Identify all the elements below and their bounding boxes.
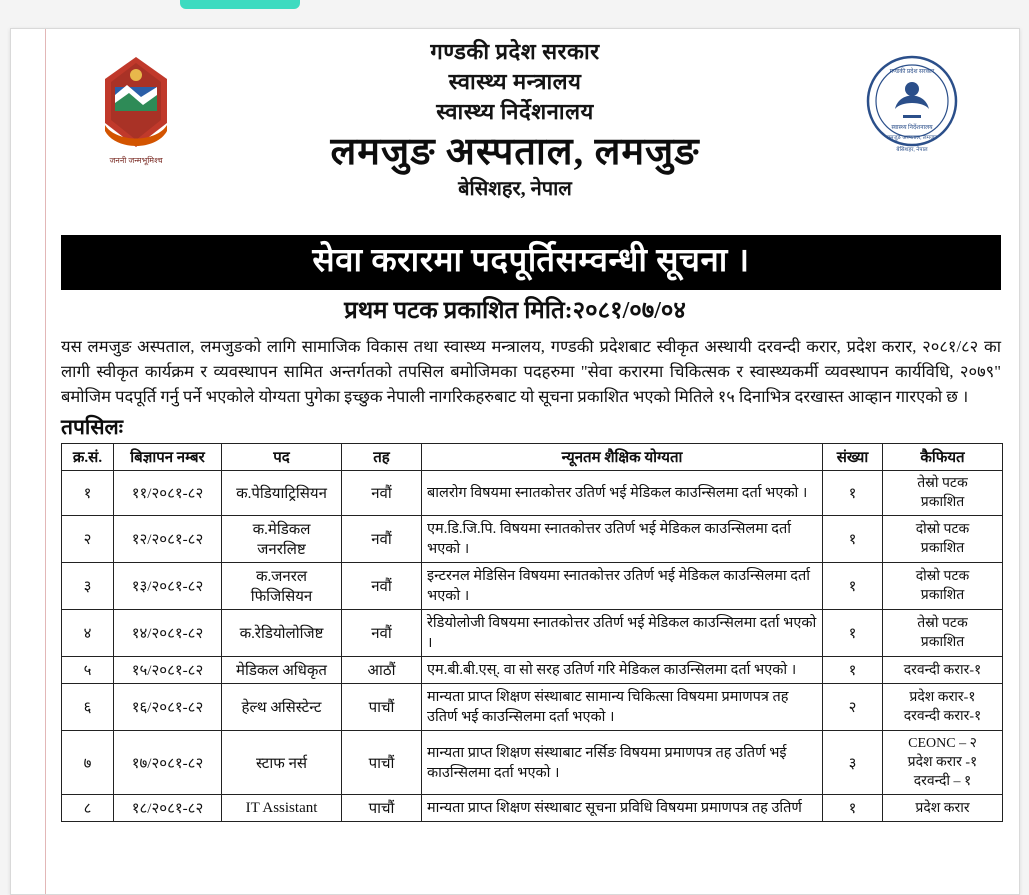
remark-line: प्रदेश करार-१ bbox=[909, 690, 976, 705]
remark-line: दरवन्दी करार-१ bbox=[903, 709, 982, 724]
col-header-remarks: कैफियत bbox=[883, 444, 1003, 471]
cell-post: स्टाफ नर्स bbox=[222, 731, 342, 795]
cell-remarks bbox=[883, 471, 1003, 516]
cell-level: पाचौं bbox=[342, 731, 422, 795]
cell-post: IT Assistant bbox=[222, 795, 342, 822]
remark-line: दरवन्दी – १ bbox=[913, 774, 972, 789]
cell-level: नवौं bbox=[342, 516, 422, 563]
cell-qualification: बालरोग विषयमा स्नातकोत्तर उतिर्ण भई मेडिकल काउन्सिलमा दर्ता भएको । bbox=[422, 471, 823, 516]
col-header-post: पद bbox=[222, 444, 342, 471]
remark-line: प्रदेश करार bbox=[915, 800, 970, 816]
cell-number: १ bbox=[823, 516, 883, 563]
table-row bbox=[62, 657, 1003, 684]
cell-post: मेडिकल अधिकृत bbox=[222, 657, 342, 684]
svg-text:बेसिशहर, नेपाल: बेसिशहर, नेपाल bbox=[896, 147, 928, 153]
cell-level: पाचौं bbox=[342, 795, 422, 822]
col-header-ad-no: बिज्ञापन नम्बर bbox=[114, 444, 222, 471]
cell-post: हेल्थ असिस्टेन्ट bbox=[222, 684, 342, 731]
vacancy-table-body bbox=[62, 471, 1003, 822]
col-header-number: संख्या bbox=[823, 444, 883, 471]
remark-line: दोस्रो पटक bbox=[915, 522, 970, 537]
cell-remarks bbox=[883, 563, 1003, 610]
cell-ad-no: १६/२०८१-८२ bbox=[114, 684, 222, 731]
hospital-name: लमजुङ अस्पताल, लमजुङ bbox=[330, 131, 700, 173]
browser-top-strip bbox=[0, 0, 1029, 28]
cell-sn: २ bbox=[62, 516, 114, 563]
cell-number: १ bbox=[823, 795, 883, 822]
notice-banner-title: सेवा करारमा पदपूर्तिसम्वन्धी सूचना । bbox=[61, 235, 1001, 290]
vacancy-table bbox=[61, 443, 1003, 822]
cell-level: नवौं bbox=[342, 610, 422, 657]
remark-line: प्रदेश करार -१ bbox=[907, 755, 978, 770]
svg-text:स्वास्थ्य निर्देशनालय: स्वास्थ्य निर्देशनालय bbox=[891, 125, 933, 131]
col-header-level: तह bbox=[342, 444, 422, 471]
remark-line: CEONC – २ bbox=[908, 736, 977, 751]
gov-line-1: गण्डकी प्रदेश सरकार bbox=[430, 39, 600, 64]
cell-level: नवौं bbox=[342, 563, 422, 610]
remark-line: प्रकाशित bbox=[920, 635, 965, 650]
table-row bbox=[62, 795, 1003, 822]
table-row bbox=[62, 684, 1003, 731]
cell-sn: ७ bbox=[62, 731, 114, 795]
cell-level: नवौं bbox=[342, 471, 422, 516]
remark-line: तेस्रो पटक bbox=[917, 616, 968, 631]
cell-ad-no: १२/२०८१-८२ bbox=[114, 516, 222, 563]
table-row bbox=[62, 563, 1003, 610]
document-header bbox=[11, 29, 1019, 229]
cell-post: क.मेडिकल जनरलिष्ट bbox=[222, 516, 342, 563]
cell-post: क.रेडियोलोजिष्ट bbox=[222, 610, 342, 657]
cell-ad-no: १७/२०८१-८२ bbox=[114, 731, 222, 795]
active-tab-indicator[interactable] bbox=[180, 0, 300, 9]
cell-number: १ bbox=[823, 563, 883, 610]
cell-sn: ८ bbox=[62, 795, 114, 822]
cell-ad-no: १५/२०८१-८२ bbox=[114, 657, 222, 684]
cell-ad-no: ११/२०८१-८२ bbox=[114, 471, 222, 516]
publish-date-line: प्रथम पटक प्रकाशित मिति:२०८१/०७/०४ bbox=[344, 298, 686, 324]
remark-line: दोस्रो पटक bbox=[915, 569, 970, 584]
cell-remarks bbox=[883, 516, 1003, 563]
cell-sn: १ bbox=[62, 471, 114, 516]
cell-qualification: इन्टरनल मेडिसिन विषयमा स्नातकोत्तर उतिर्ण भई मेडिकल काउन्सिलमा दर्ता भएको । bbox=[422, 563, 823, 610]
cell-ad-no: १४/२०८१-८२ bbox=[114, 610, 222, 657]
cell-level: पाचौं bbox=[342, 684, 422, 731]
cell-remarks bbox=[883, 684, 1003, 731]
cell-qualification: एम.डि.जि.पि. विषयमा स्नातकोत्तर उतिर्ण भई मेडिकल काउन्सिलमा दर्ता भएको । bbox=[422, 516, 823, 563]
cell-remarks bbox=[883, 610, 1003, 657]
cell-qualification: मान्यता प्राप्त शिक्षण संस्थाबाट सामान्य चिकित्सा विषयमा प्रमाणपत्र तह उतिर्ण भई काउन्सिलमा दर्ता भएको । bbox=[422, 684, 823, 731]
cell-sn: ५ bbox=[62, 657, 114, 684]
table-row bbox=[62, 471, 1003, 516]
table-header-row bbox=[62, 444, 1003, 471]
cell-sn: ४ bbox=[62, 610, 114, 657]
svg-text:लमजुङ अस्पताल, लमजुङ: लमजुङ अस्पताल, लमजुङ bbox=[886, 135, 938, 141]
cell-number: १ bbox=[823, 657, 883, 684]
notice-body-paragraph: यस लमजुङ अस्पताल, लमजुङको लागि सामाजिक विकास तथा स्वास्थ्य मन्त्रालय, गण्डकी प्रदेशबाट स्वीकृत अस्थायी दरवन्दी करार, प्रदेश करार, २०८१/८२ का लागी स्वीकृत कार्यक्रम र व्यवस्थापन सामित अन्तर्गतको तपसिल बमोजिमका पदहरुमा "सेवा करारमा चिकित्सक र स्वास्थ्यकर्मी व्यवस्थापन कार्यविधि, २०७९" बमोजिम पदपूर्ति गर्नु पर्ने भएकोले योग्यता पुगेका इच्छुक नेपाली नागरिकहरुबाट यो सूचना प्रकाशित भएको मितिले १५ दिनाभित्र दरखास्त आव्हान गारएको छ । bbox=[61, 337, 1001, 406]
remark-line: तेस्रो पटक bbox=[917, 476, 968, 491]
cell-post: क.जनरल फिजिसियन bbox=[222, 563, 342, 610]
cell-remarks bbox=[883, 731, 1003, 795]
remark-line: प्रकाशित bbox=[920, 541, 965, 556]
svg-text:गण्डकी प्रदेश सरकार: गण्डकी प्रदेश सरकार bbox=[889, 69, 935, 75]
svg-text:जननी जन्मभूमिश्च: जननी जन्मभूमिश्च bbox=[109, 156, 163, 165]
cell-number: २ bbox=[823, 684, 883, 731]
cell-number: १ bbox=[823, 610, 883, 657]
details-section-label: तपसिलः bbox=[61, 415, 124, 439]
cell-ad-no: १३/२०८१-८२ bbox=[114, 563, 222, 610]
cell-qualification: मान्यता प्राप्त शिक्षण संस्थाबाट नर्सिङ विषयमा प्रमाणपत्र तह उतिर्ण भई काउन्सिलमा दर्ता भएको । bbox=[422, 731, 823, 795]
table-row bbox=[62, 610, 1003, 657]
gov-line-3: स्वास्थ्य निर्देशनालय bbox=[436, 99, 594, 124]
cell-qualification: रेडियोलोजी विषयमा स्नातकोत्तर उतिर्ण भई मेडिकल काउन्सिलमा दर्ता भएको । bbox=[422, 610, 823, 657]
nepal-government-emblem-icon bbox=[71, 51, 201, 178]
cell-number: ३ bbox=[823, 731, 883, 795]
hospital-place: बेसिशहर, नेपाल bbox=[458, 178, 572, 200]
table-row bbox=[62, 731, 1003, 795]
cell-remarks bbox=[883, 657, 1003, 684]
gov-line-2: स्वास्थ्य मन्त्रालय bbox=[448, 69, 582, 94]
cell-ad-no: १८/२०८१-८२ bbox=[114, 795, 222, 822]
health-directorate-emblem-icon bbox=[857, 51, 967, 164]
col-header-sn: क्र.सं. bbox=[62, 444, 114, 471]
cell-sn: ६ bbox=[62, 684, 114, 731]
remark-line: दरवन्दी करार-१ bbox=[903, 662, 982, 678]
cell-remarks bbox=[883, 795, 1003, 822]
cell-qualification: एम.बी.बी.एस्. वा सो सरह उतिर्ण गरि मेडिकल काउन्सिलमा दर्ता भएको । bbox=[422, 657, 823, 684]
cell-post: क.पेडियाट्रिसियन bbox=[222, 471, 342, 516]
notice-document bbox=[10, 28, 1020, 895]
col-header-qualification: न्यूनतम शैक्षिक योग्यता bbox=[422, 444, 823, 471]
remark-line: प्रकाशित bbox=[920, 588, 965, 603]
cell-level: आठौं bbox=[342, 657, 422, 684]
cell-number: १ bbox=[823, 471, 883, 516]
vacancy-table-head bbox=[62, 444, 1003, 471]
remark-line: प्रकाशित bbox=[920, 495, 965, 510]
cell-qualification: मान्यता प्राप्त शिक्षण संस्थाबाट सूचना प्रविधि विषयमा प्रमाणपत्र तह उतिर्ण bbox=[422, 795, 823, 822]
cell-sn: ३ bbox=[62, 563, 114, 610]
table-row bbox=[62, 516, 1003, 563]
